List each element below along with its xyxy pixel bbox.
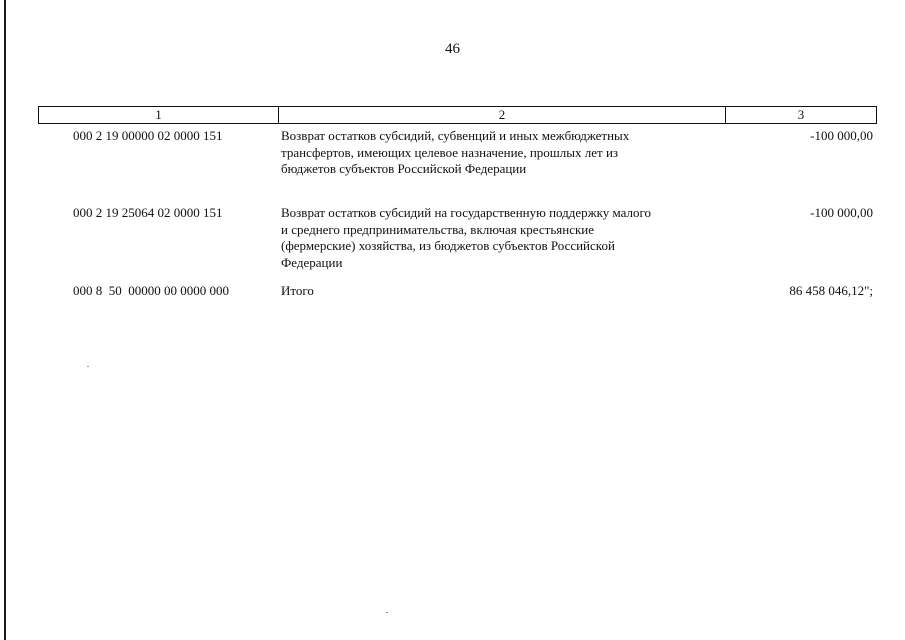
description-line: Возврат остатков субсидий на государственную поддержку малого [281, 205, 652, 220]
description-line: Итого [281, 283, 314, 298]
page-number: 46 [445, 41, 460, 57]
table-row [38, 128, 877, 184]
budget-code: 000 2 19 00000 02 0000 151 [73, 128, 223, 143]
column-header-1: 1 [39, 107, 279, 123]
row-description [281, 128, 721, 178]
scan-speck [87, 366, 89, 367]
description-line: (фермерские) хозяйства, из бюджетов субъектов Российской [281, 238, 615, 253]
description-line: трансфертов, имеющих целевое назначение, прошлых лет из [281, 144, 619, 160]
scan-speck [386, 612, 388, 613]
budget-code: 000 8 50 00000 00 0000 000 [73, 283, 229, 298]
budget-code: 000 2 19 25064 02 0000 151 [73, 205, 223, 220]
column-header-2: 2 [279, 107, 726, 123]
total-amount: 86 458 046,12"; [789, 283, 873, 298]
scan-edge-line [4, 0, 6, 640]
column-header-3: 3 [797, 107, 805, 122]
description-line: Федерации [281, 254, 343, 270]
row-description [281, 283, 721, 300]
table-header-row [38, 106, 877, 124]
description-line: бюджетов субъектов Российской Федерации [281, 161, 527, 176]
description-line: Возврат остатков субсидий, субвенций и иных межбюджетных [281, 128, 630, 143]
description-line: и среднего предпринимательства, включая крестьянские [281, 221, 595, 237]
row-description [281, 205, 721, 271]
table-row-total [38, 283, 877, 301]
table-row [38, 205, 877, 277]
amount: -100 000,00 [810, 128, 873, 143]
amount: -100 000,00 [810, 205, 873, 220]
